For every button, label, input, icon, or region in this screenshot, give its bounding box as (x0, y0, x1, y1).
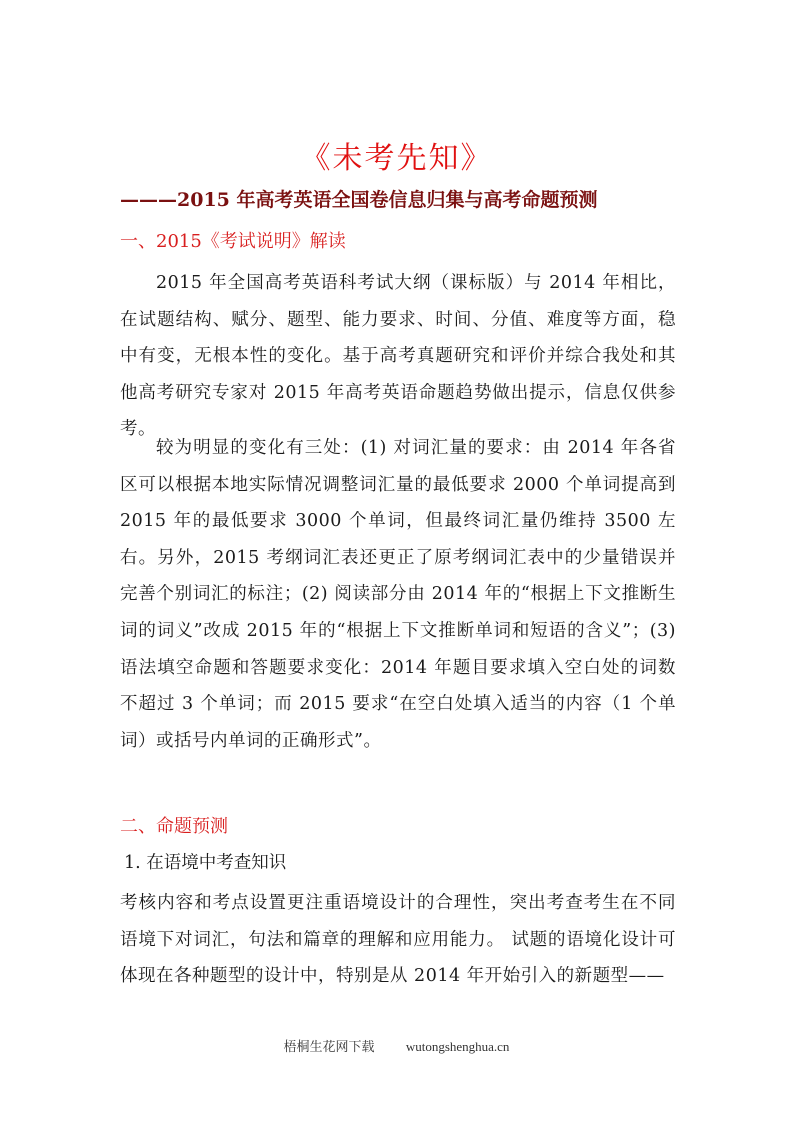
footer-site-name: 梧桐生花网下载 (283, 1039, 375, 1054)
numbered-item-1: 1. 在语境中考查知识 (124, 853, 287, 873)
section1-paragraph-2 (120, 430, 676, 759)
section-heading-2: 二、命题预测 (120, 816, 228, 837)
paragraph-text: 2015 年全国高考英语科考试大纲（课标版）与 2014 年相比，在试题结构、赋分、题型、能力要求、时间、分值、难度等方面，稳中有变，无根本性的变化。基于高考真题研究和评价并综合我处和其他高考研究专家对 2015 年高考英语命题趋势做出提示，信息仅供参考。 (120, 273, 676, 440)
paragraph-text: 较为明显的变化有三处：(1) 对词汇量的要求：由 2014 年各省区可以根据本地实际情况调整词汇量的最低要求 2000 个单词提高到 2015 年的最低要求 3000 个单词，但最终词汇量仍维持 3500 左右。另外，2015 考纲词汇表还更正了原考纲词汇表中的少量错误并完善个别词汇的标注；(2) 阅读部分由 2014 年的“根据上下文推断生词的词义”改成 2015 年的“根据上下文推断单词和短语的含义”；(3) 语法填空命题和答题要求变化：2014 年题目要求填入空白处的词数不超过 3 个单词；而 2015 要求“在空白处填入适当的内容（1 个单词）或括号内单词的正确形式”。 (120, 438, 676, 751)
section1-paragraph-1 (120, 265, 676, 448)
document-title: 《未考先知》 (300, 141, 493, 176)
section2-paragraph-1 (120, 885, 676, 995)
document-subtitle: ———2015 年高考英语全国卷信息归集与高考命题预测 (120, 189, 598, 211)
paragraph-text: 考核内容和考点设置更注重语境设计的合理性，突出考查考生在不同语境下对词汇，句法和篇章的理解和应用能力。 试题的语境化设计可体现在各种题型的设计中，特别是从 2014 年开始引入的新题型—— (120, 893, 676, 987)
section-heading-1: 一、2015《考试说明》解读 (120, 231, 346, 252)
footer-site-url: wutongshenghua.cn (405, 1039, 510, 1054)
page-footer (0, 1036, 793, 1055)
